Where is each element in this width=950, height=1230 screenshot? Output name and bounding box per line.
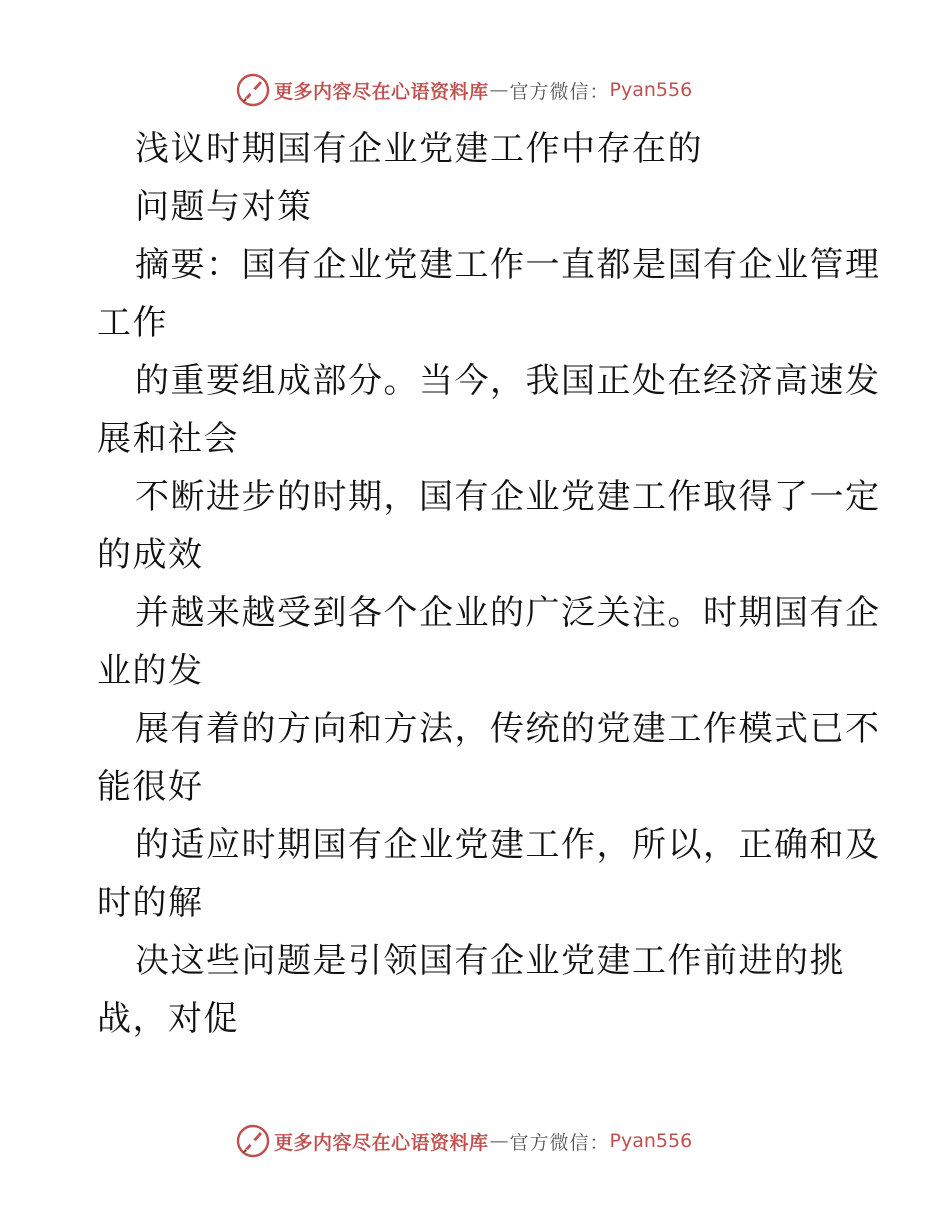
wechat-id: Pyan556 — [609, 79, 693, 101]
banner-dash: — — [489, 1130, 509, 1152]
body-line: 的适应时期国有企业党建工作，所以，正确和及 — [135, 825, 881, 865]
wechat-label: 官方微信： — [509, 1131, 610, 1154]
quill-logo-icon — [236, 73, 270, 107]
promo-text: 更多内容尽在心语资料库 — [274, 80, 489, 103]
body-line: 战，对促 — [97, 999, 239, 1039]
header-watermark-banner — [236, 72, 692, 108]
quill-logo-icon — [236, 1124, 270, 1158]
body-line: 能很好 — [97, 767, 204, 807]
promo-text: 更多内容尽在心语资料库 — [274, 1131, 489, 1154]
body-line: 并越来越受到各个企业的广泛关注。时期国有企 — [135, 593, 881, 633]
wechat-id: Pyan556 — [609, 1130, 693, 1152]
body-line: 时的解 — [97, 883, 204, 923]
banner-dash: — — [489, 79, 509, 101]
footer-watermark-banner — [236, 1123, 692, 1159]
body-line: 摘要：国有企业党建工作一直都是国有企业管理 — [135, 245, 881, 285]
wechat-label: 官方微信： — [509, 80, 610, 103]
body-line: 的重要组成部分。当今，我国正处在经济高速发 — [135, 361, 881, 401]
body-line: 工作 — [97, 303, 168, 343]
body-line: 不断进步的时期，国有企业党建工作取得了一定 — [135, 477, 881, 517]
body-line: 展和社会 — [97, 419, 239, 459]
title-line-2: 问题与对策 — [135, 187, 313, 227]
body-line: 业的发 — [97, 651, 204, 691]
body-line: 展有着的方向和方法，传统的党建工作模式已不 — [135, 709, 881, 749]
document-body — [97, 120, 881, 1048]
body-line: 决这些问题是引领国有企业党建工作前进的挑 — [135, 941, 845, 981]
body-line: 的成效 — [97, 535, 204, 575]
title-line-1: 浅议时期国有企业党建工作中存在的 — [135, 129, 703, 169]
